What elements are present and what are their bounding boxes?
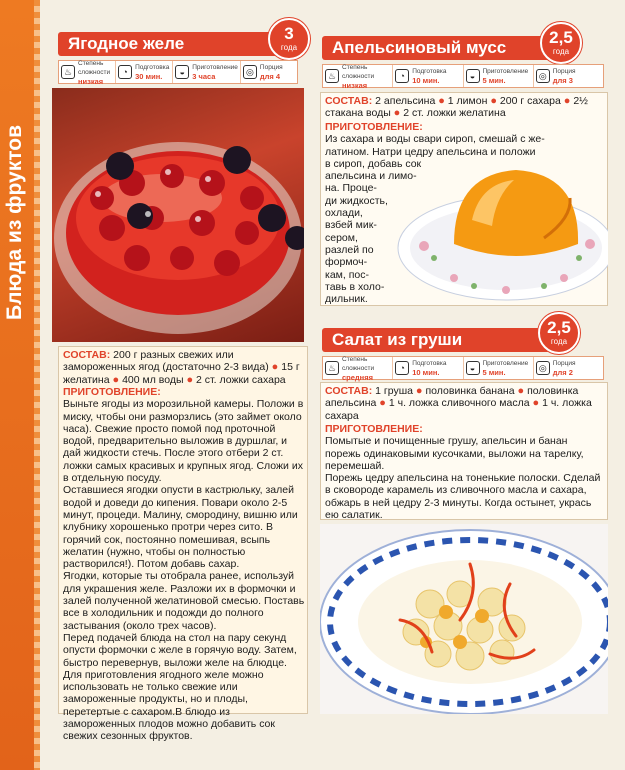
difficulty-cell: ♨ Степень сложности низкая <box>59 61 116 83</box>
recipe1-age: 3 <box>284 24 294 43</box>
recipe2-age: 2,5 <box>549 28 573 47</box>
method-paragraph: Оставшиеся ягодки опусти в кастрюльку, залей водой и доведи до кипения. Повари около 2-5 минут, процеди. Малину, смородину, вишню или клубнику хорошенько протри через сито. В горячий сок, постоянно помешивая, всыпь желатин (нужно, чтобы он полностью растворился!). Потом добавь сахар. <box>63 484 298 571</box>
cook-cell: ◒ Приготовление 3 часа <box>173 61 241 83</box>
pot-icon: ◒ <box>466 69 480 83</box>
pot-icon: ◒ <box>466 361 480 375</box>
method-heading: ПРИГОТОВЛЕНИЕ: <box>325 121 423 133</box>
prep-cell: ◔ Подготовка 30 мин. <box>116 61 173 83</box>
berry-jelly-illustration <box>52 88 304 342</box>
chef-hat-icon: ♨ <box>61 65 75 79</box>
plate-icon: ◎ <box>536 69 550 83</box>
ingredient: 200 г разных свежих или замороженных ягод (достаточно 2-3 вида) <box>63 349 269 374</box>
method-paragraph: Перед подачей блюда на стол на пару секунд опусти формочки с желе в горячую воду. Затем, быстро перевернув, выложи желе на блюдце. <box>63 631 297 669</box>
recipe1-ingredients: СОСТАВ: 200 г разных свежих или замороженных ягод (достаточно 2-3 вида) ● 15 г желатина ● 400 мл воды ● 2 ст. ложки сахара <box>63 349 300 386</box>
plate-icon: ◎ <box>536 361 550 375</box>
recipe3-age: 2,5 <box>547 318 571 337</box>
recipe1-title: Ягодное желе <box>58 32 290 56</box>
recipe1-prep: 30 мин. <box>135 72 163 81</box>
recipe1-info-bar <box>58 60 298 84</box>
recipe3-title: Салат из груши <box>322 328 550 352</box>
timer-icon: ◔ <box>395 69 409 83</box>
ingredient: 400 мл воды <box>122 373 184 386</box>
recipe1-difficulty: низкая <box>78 76 104 86</box>
age-unit: года <box>280 43 298 52</box>
recipe2-age-badge: 2,5 года <box>540 22 582 64</box>
portions-cell: ◎ Порция для 4 <box>241 61 297 83</box>
timer-icon: ◔ <box>395 361 409 375</box>
method-paragraph: Для приготовления ягодного желе можно использовать не только свежие или замороженные продукты, но и плоды, перетертые с сахаром.В блюдо из замороженных плодов можно добавить сок свежих сезонных фруктов. <box>63 668 275 743</box>
pear-salad-illustration <box>320 524 608 714</box>
recipe2-title: Апельсиновый мусс <box>322 36 554 60</box>
decorative-stripe <box>34 0 40 770</box>
recipe1-method <box>63 386 305 743</box>
recipe3-method <box>325 423 605 521</box>
recipe3-age-badge: 2,5 года <box>538 312 580 354</box>
berry-jelly-photo <box>52 88 304 342</box>
timer-icon: ◔ <box>118 65 132 79</box>
chef-hat-icon: ♨ <box>325 361 339 375</box>
chef-hat-icon: ♨ <box>325 69 339 83</box>
method-paragraph: Порежь цедру апельсина на тоненькие полоски. Сделай в сковороде карамель из сливочного масла и сахара, обжарь в ней цедру 2-3 минуты. Когда остынет, укрась ею салатик. <box>325 472 601 522</box>
ingredient: 15 г желатина <box>63 361 300 386</box>
recipe3-info-bar: ♨ Степень сложности средняя ◔ Подготовка 10 мин. ◒ Приготовление 5 мин. ◎ Порция для 2 <box>322 356 604 380</box>
method-paragraph: Выньте ягоды из морозильной камеры. Положи в миску, чтобы они разморзлись (это займет около часа). Свежие просто помой под проточной водой, предварительно выложив в дуршлаг, и дай жидкости стечь. После этого отбери 2 ст. ложки самых красивых и крупных ягод. Сложи их в отдельную посуду. <box>63 398 304 485</box>
pear-salad-photo <box>320 524 608 714</box>
recipe2-method: ПРИГОТОВЛЕНИЕ: Из сахара и воды свари сироп, смешай с же- латином. Натри цедру апельсина и положи в сироп, добавь сок апельсина и лимо- на. Проце- ди жидкость, охлади, взбей мик- сером, разлей по формоч- кам, пос- тавь в холо- дильник. <box>325 121 605 305</box>
recipe3-ingredients: СОСТАВ: 1 груша ● половинка банана ● половинка апельсина ● 1 ч. ложка сливочного масла ● 1 ч. ложка сахара <box>325 385 592 422</box>
recipe1-portions: для 4 <box>259 72 281 81</box>
ingredient: 2 ст. ложки сахара <box>196 373 286 386</box>
recipe1-age-badge <box>268 18 310 60</box>
recipe2-ingredients: СОСТАВ: 2 апельсина ● 1 лимон ● 200 г сахара ● 2½ стакана воды ● 2 ст. ложки желатина <box>325 95 588 120</box>
recipe2-info-bar: ♨ Степень сложности низкая ◔ Подготовка 10 мин. ◒ Приготовление 5 мин. ◎ Порция для 3 <box>322 64 604 88</box>
method-heading: ПРИГОТОВЛЕНИЕ: <box>325 423 423 435</box>
method-heading: ПРИГОТОВЛЕНИЕ: <box>63 386 161 398</box>
plate-icon: ◎ <box>243 65 257 79</box>
section-sidebar: Блюда из фруктов <box>0 0 34 770</box>
pot-icon: ◒ <box>175 65 189 79</box>
recipe1-cook: 3 часа <box>192 72 216 81</box>
method-paragraph: Ягодки, которые ты отобрала ранее, используй для украшения желе. Разложи их в формочки и залей полученной желатиновой смесью. Поставь все в холодильник и подожди до полного застывания (около трех часов). <box>63 570 305 632</box>
method-paragraph: Помытые и почищенные грушу, апельсин и банан порежь одинаковыми кусочками, выложи на тарелку, перемешай. <box>325 435 584 472</box>
